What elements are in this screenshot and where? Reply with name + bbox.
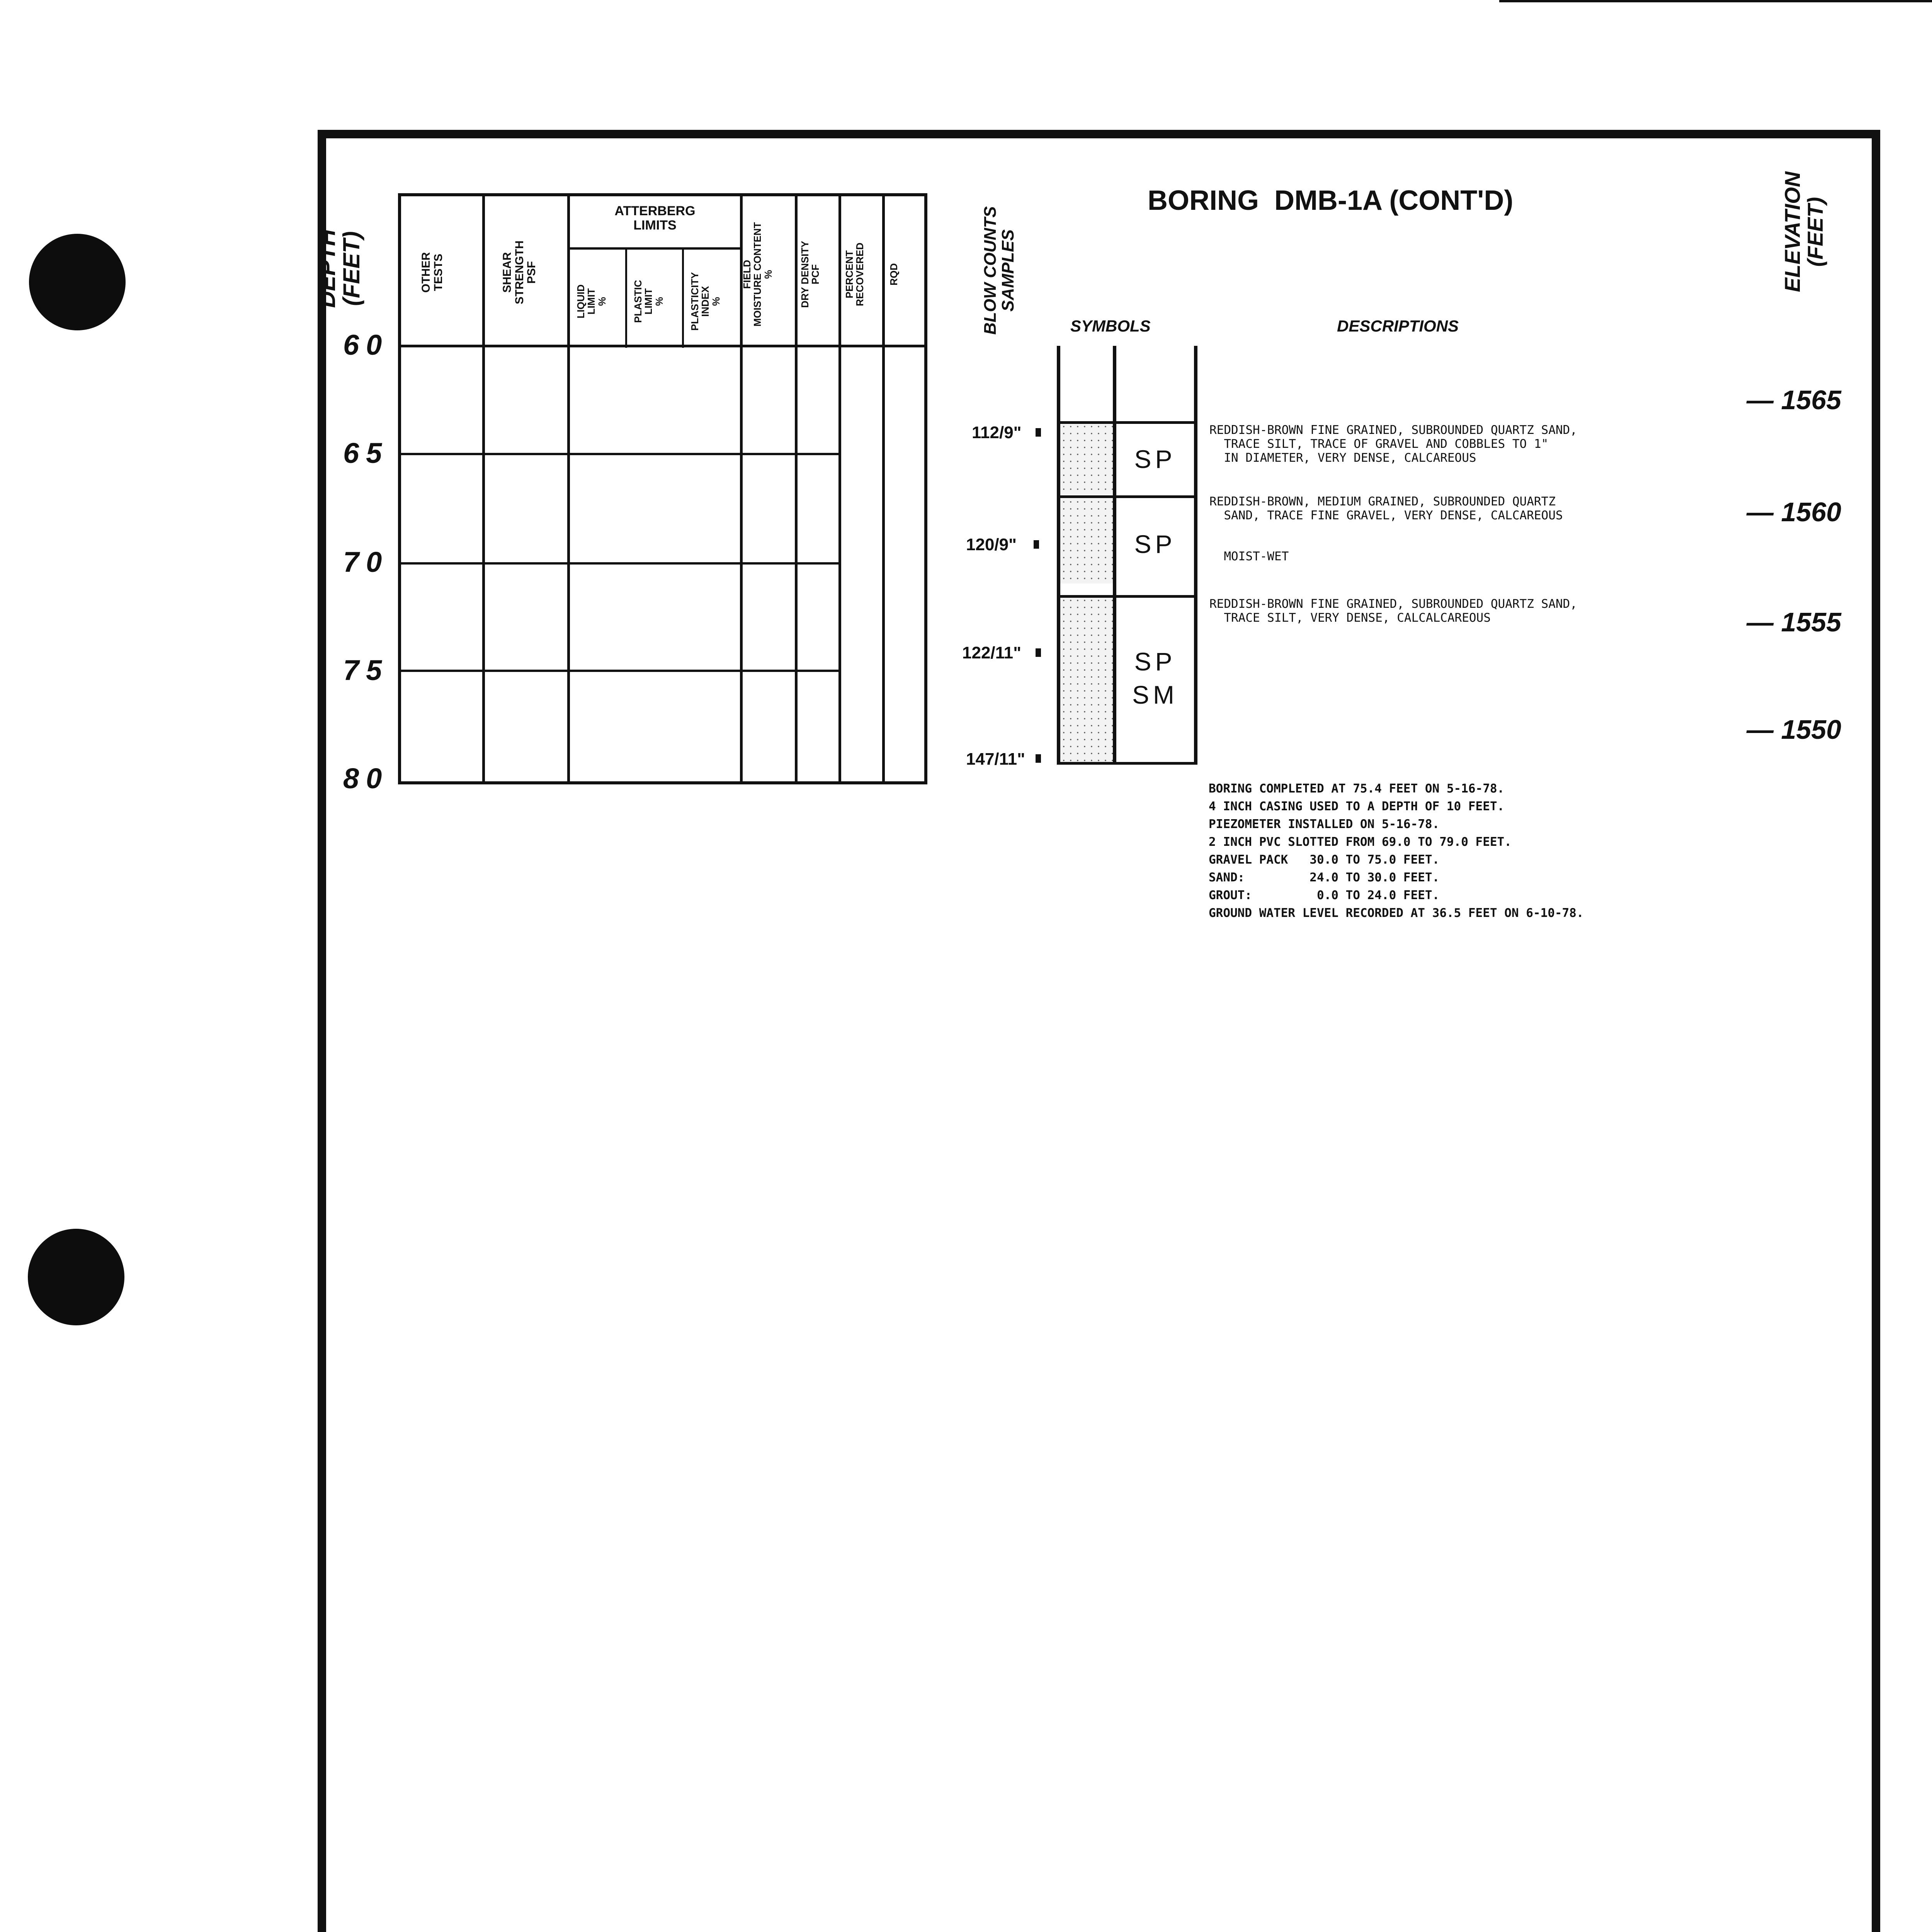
sample-marker-3 xyxy=(1036,648,1041,657)
depth-tick-70: 70 xyxy=(343,546,389,578)
header-field-moisture: FIELD MOISTURE CONTENT % xyxy=(741,222,774,327)
depth-tick-65: 65 xyxy=(343,437,389,469)
punch-hole-middle xyxy=(28,1229,124,1325)
sample-hatch-1 xyxy=(1060,423,1113,495)
header-plastic-limit: PLASTIC LIMIT % xyxy=(632,280,665,323)
elevation-tick-1555: — 1555 xyxy=(1747,607,1842,637)
header-rqd: RQD xyxy=(888,263,900,286)
depth-tick-80: 80 xyxy=(343,762,389,794)
boring-title: BORING DMB-1A (CONT'D) xyxy=(1148,185,1514,216)
sample-marker-2 xyxy=(1034,540,1039,549)
description-4: REDDISH-BROWN FINE GRAINED, SUBROUNDED QUARTZ SAND, TRACE SILT, VERY DENSE, CALCALCAREOUS xyxy=(1209,597,1577,625)
header-other-tests: OTHER TESTS xyxy=(420,252,445,293)
header-percent-recovered: PERCENT RECOVERED xyxy=(844,242,866,306)
header-shear-strength: SHEAR STRENGTH PSF xyxy=(501,240,538,304)
sample-marker-1 xyxy=(1036,428,1041,437)
depth-tick-60: 60 xyxy=(343,329,389,361)
elevation-tick-1565: — 1565 xyxy=(1747,385,1842,415)
elevation-tick-1550: — 1550 xyxy=(1747,714,1842,745)
description-1: REDDISH-BROWN FINE GRAINED, SUBROUNDED QUARTZ SAND, TRACE SILT, TRACE OF GRAVEL AND COBBLES TO 1" IN DIAMETER, VERY DENSE, CALCAREOUS xyxy=(1209,423,1577,465)
punch-hole-top xyxy=(29,234,126,330)
elevation-axis-label: ELEVATION (FEET) xyxy=(1780,171,1827,293)
drawing-frame xyxy=(318,130,1880,1932)
page-top-edge-line xyxy=(1499,0,1932,2)
sample-hatch-2 xyxy=(1060,498,1113,583)
blow-counts-label: BLOW COUNTS SAMPLES xyxy=(981,206,1018,335)
description-3: MOIST-WET xyxy=(1209,549,1289,563)
sample-marker-4 xyxy=(1036,754,1041,763)
blow-count-3: 122/11" xyxy=(962,643,1022,662)
descriptions-label: DESCRIPTIONS xyxy=(1337,317,1459,335)
symbol-sp-2: SP xyxy=(1134,530,1176,558)
header-atterberg-limits: ATTERBERG LIMITS xyxy=(614,204,696,233)
symbol-sp-1: SP xyxy=(1134,445,1176,473)
header-dry-density: DRY DENSITY PCF xyxy=(799,241,821,308)
header-liquid-limit: LIQUID LIMIT % xyxy=(575,284,608,319)
blow-count-4: 147/11" xyxy=(966,750,1026,769)
header-plasticity-index: PLASTICITY INDEX % xyxy=(689,272,722,331)
elevation-tick-1560: — 1560 xyxy=(1747,497,1842,527)
blow-count-1: 112/9" xyxy=(972,423,1022,442)
depth-axis-label: DEPTH (FEET) xyxy=(314,229,364,308)
symbol-sp-sm: SP SM xyxy=(1132,647,1178,709)
blow-count-2: 120/9" xyxy=(966,535,1017,554)
depth-tick-75: 75 xyxy=(343,654,389,686)
symbols-label: SYMBOLS xyxy=(1070,317,1151,335)
sample-hatch-3 xyxy=(1060,597,1113,763)
description-2: REDDISH-BROWN, MEDIUM GRAINED, SUBROUNDED QUARTZ SAND, TRACE FINE GRAVEL, VERY DENSE, CALCAREOUS xyxy=(1209,495,1563,522)
boring-notes: BORING COMPLETED AT 75.4 FEET ON 5-16-78. 4 INCH CASING USED TO A DEPTH OF 10 FEET. PIEZOMETER INSTALLED ON 5-16-78. 2 INCH PVC SLOTTED FROM 69.0 TO 79.0 FEET. GRAVEL PACK 30.0 TO 75.0 FEET. SAND: 24.0 TO 30.0 FEET. GROUT: 0.0 TO 24.0 FEET. GROUND WATER LEVEL RECORDED AT 36.5 FEET ON 6-10-78. xyxy=(1209,782,1584,920)
